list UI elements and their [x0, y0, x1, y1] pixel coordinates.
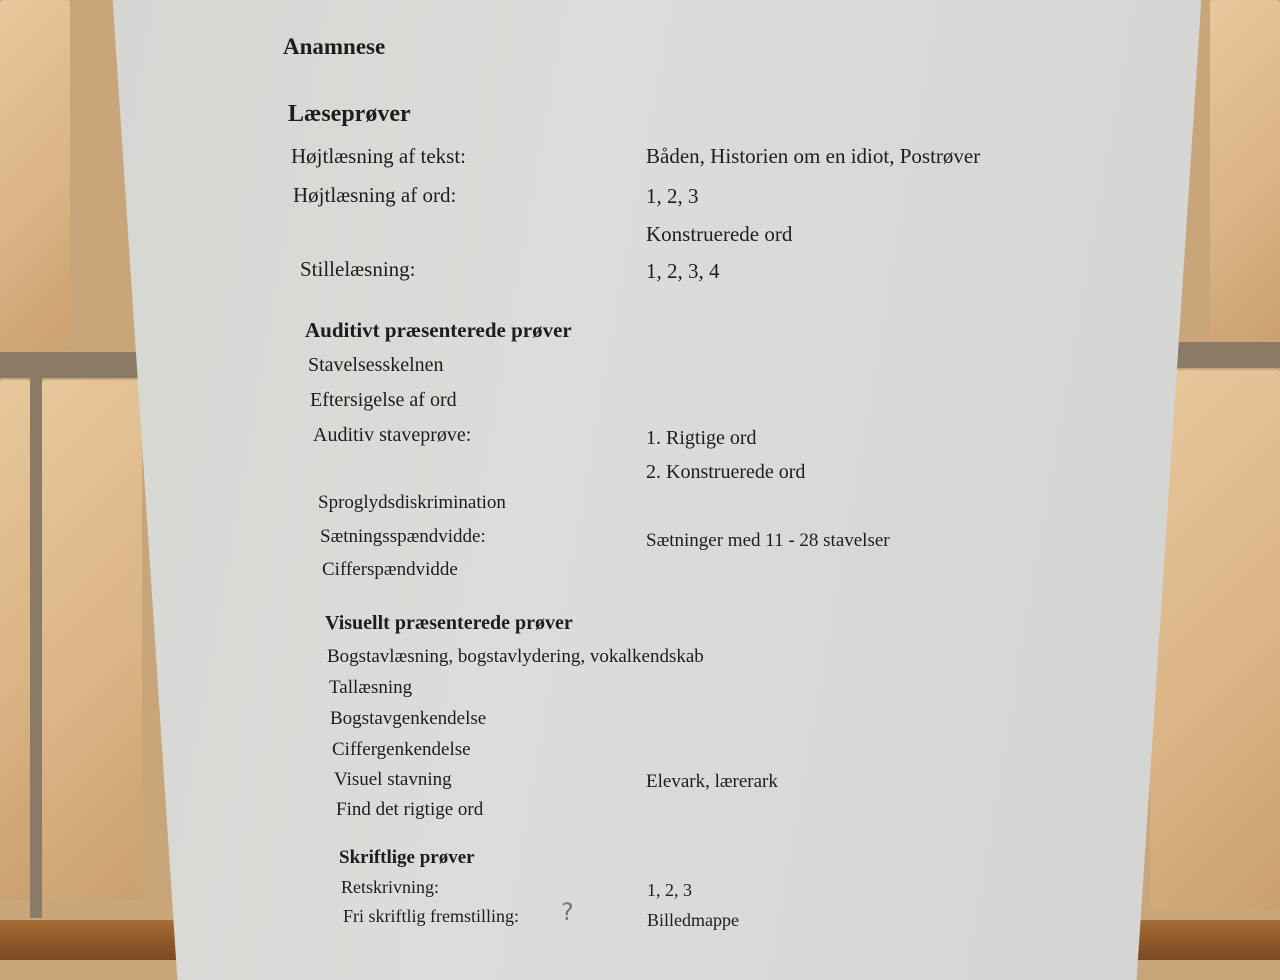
row-value: 1, 2, 3, 4 [646, 259, 720, 283]
row-label: Ciffergenkendelse [332, 739, 471, 760]
row-label: Sætningsspændvidde: [320, 526, 486, 547]
row-value: Båden, Historien om en idiot, Postrøver [646, 144, 981, 168]
row-label: Stillelæsning: [300, 257, 416, 281]
row-label: Højtlæsning af ord: [293, 183, 457, 207]
section-heading-auditivt: Auditivt præsenterede prøver [305, 318, 572, 342]
tile-grout [0, 352, 150, 378]
row-value: Sætninger med 11 - 28 stavelser [646, 530, 890, 551]
row-label: Bogstavlæsning, bogstavlydering, vokalkendskab [327, 646, 704, 667]
row-value: 1, 2, 3 [646, 184, 699, 208]
section-heading-skriftlige: Skriftlige prøver [339, 847, 475, 868]
row-label: Visuel stavning [334, 769, 452, 790]
row-label: Eftersigelse af ord [310, 389, 457, 411]
row-value: 1. Rigtige ord [646, 427, 757, 449]
row-value: 2. Konstruerede ord [646, 461, 806, 483]
row-label: Retskrivning: [341, 877, 439, 897]
row-value: Billedmappe [647, 910, 739, 930]
section-heading-visuellt: Visuellt præsenterede prøver [325, 612, 573, 634]
row-label: Find det rigtige ord [336, 799, 484, 820]
section-heading-laeseprover: Læseprøver [288, 101, 411, 127]
wall-tile [0, 380, 30, 900]
row-label: Stavelsesskelnen [308, 354, 444, 376]
document-title: Anamnese [283, 34, 386, 59]
row-label: Auditiv staveprøve: [313, 424, 472, 446]
handwritten-question-mark: ? [561, 898, 574, 926]
row-value: Konstruerede ord [646, 222, 793, 246]
wall-tile [42, 380, 142, 900]
row-label: Højtlæsning af tekst: [291, 144, 466, 168]
tile-grout [30, 378, 42, 918]
row-label: Cifferspændvidde [322, 559, 458, 580]
row-value: 1, 2, 3 [647, 880, 692, 900]
wall-tile [1210, 0, 1280, 340]
row-label: Fri skriftlig fremstilling: [343, 906, 519, 926]
row-label: Sproglydsdiskrimination [318, 492, 506, 513]
wall-tile [0, 0, 70, 350]
row-label: Bogstavgenkendelse [330, 708, 487, 729]
row-value: Elevark, lærerark [646, 771, 778, 792]
row-label: Tallæsning [329, 677, 413, 698]
